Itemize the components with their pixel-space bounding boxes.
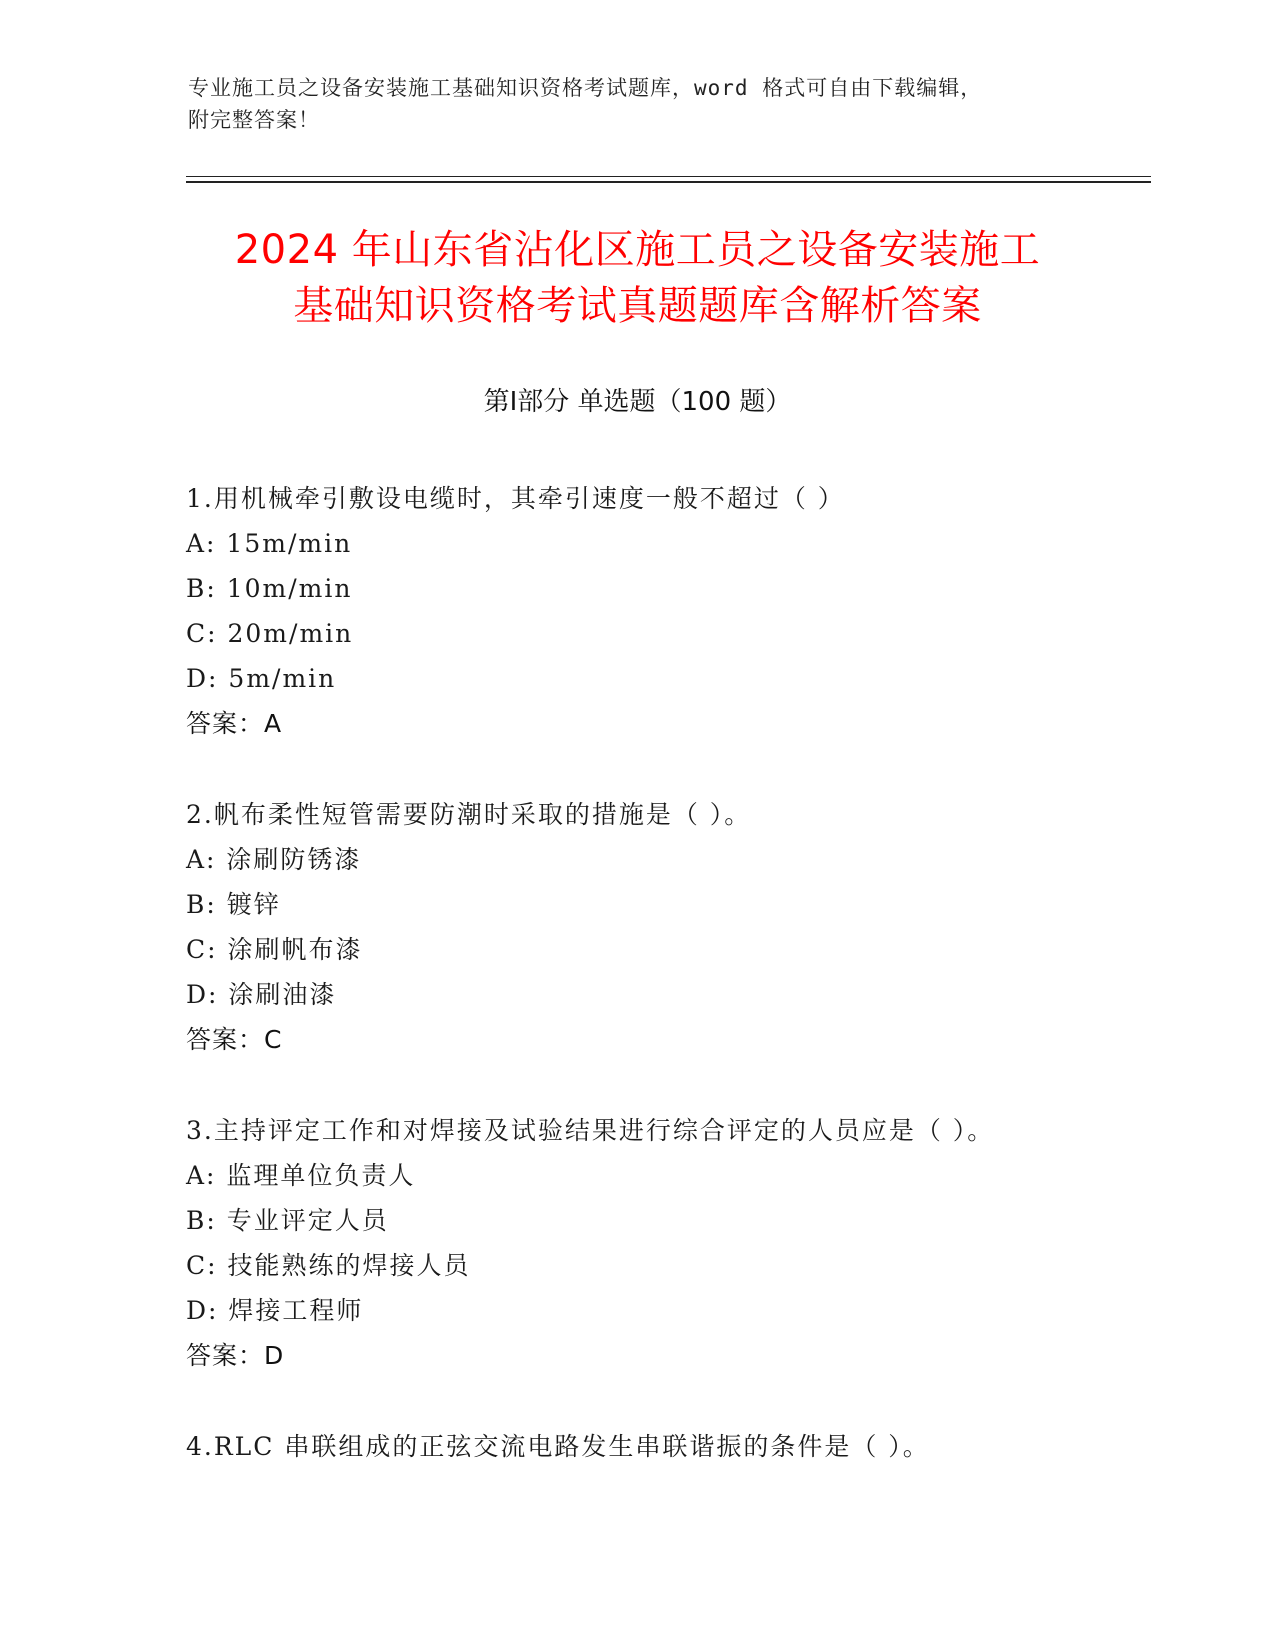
option-c: C: 20m/min: [186, 619, 354, 648]
option-b: B: 10m/min: [186, 574, 353, 603]
header-divider-thick: [186, 181, 1151, 183]
option-c: C: 技能熟练的焊接人员: [186, 1251, 471, 1280]
option-a: A: 监理单位负责人: [186, 1161, 416, 1190]
answer-line: 答案：C: [186, 1025, 283, 1054]
section-heading: 第Ⅰ部分 单选题（100 题）: [483, 387, 792, 417]
option-d: D: 焊接工程师: [186, 1296, 364, 1325]
question-2: [186, 792, 1146, 1062]
document-title-line1: 2024 年山东省沾化区施工员之设备安装施工: [234, 227, 1041, 273]
option-d: D: 涂刷油漆: [186, 980, 337, 1009]
question-1: [186, 476, 1146, 746]
document-title-line2: 基础知识资格考试真题题库含解析答案: [293, 283, 982, 329]
question-stem: 1.用机械牵引敷设电缆时，其牵引速度一般不超过（ ）: [186, 484, 845, 513]
option-b: B: 镀锌: [186, 890, 281, 919]
question-3: [186, 1108, 1146, 1378]
header-note-line2: 附完整答案！: [188, 108, 320, 132]
header-divider-thin: [186, 176, 1151, 177]
document-title: [160, 222, 1115, 334]
option-c: C: 涂刷帆布漆: [186, 935, 363, 964]
answer-line: 答案：D: [186, 1341, 285, 1370]
option-d: D: 5m/min: [186, 664, 337, 693]
question-stem: 4.RLC 串联组成的正弦交流电路发生串联谐振的条件是（ ）。: [186, 1432, 930, 1461]
question-4: [186, 1424, 1146, 1469]
answer-line: 答案：A: [186, 709, 283, 738]
question-stem: 2.帆布柔性短管需要防潮时采取的措施是（ ）。: [186, 800, 752, 829]
option-b: B: 专业评定人员: [186, 1206, 389, 1235]
header-note: [188, 72, 1088, 136]
question-stem: 3.主持评定工作和对焊接及试验结果进行综合评定的人员应是（ ）。: [186, 1116, 995, 1145]
header-note-line1: 专业施工员之设备安装施工基础知识资格考试题库，word 格式可自由下载编辑，: [188, 76, 983, 100]
option-a: A: 15m/min: [186, 529, 353, 558]
option-a: A: 涂刷防锈漆: [186, 845, 362, 874]
question-list: [186, 476, 1146, 1515]
